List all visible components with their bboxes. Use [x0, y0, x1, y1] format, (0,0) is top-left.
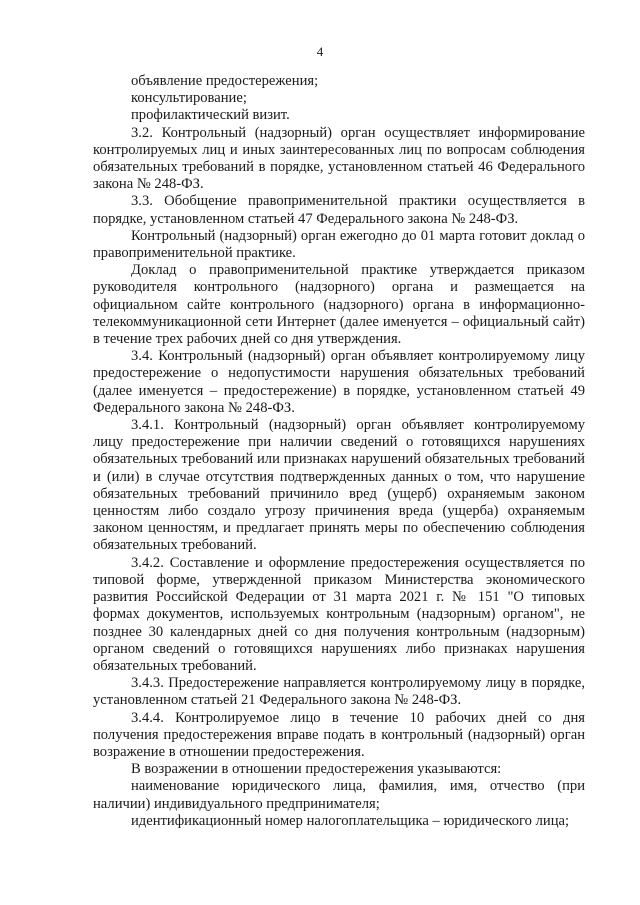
paragraph-annual-report: Контрольный (надзорный) орган ежегодно до 01 марта готовит доклад о правоприменительной практике.: [93, 227, 585, 262]
list-item-warning: объявление предостережения;: [131, 73, 319, 89]
paragraph-objection-contents: В возражении в отношении предостережения указываются:: [131, 761, 502, 778]
document-body: [93, 73, 585, 830]
list-item-consulting: консультирование;: [131, 90, 247, 107]
paragraph-3-4-4: 3.4.4. Контролируемое лицо в течение 10 рабочих дней со дня получения предостережения вправе подать в контрольный (надзорный) орган возражение в отношении предостережения.: [93, 709, 585, 760]
paragraph-3-3: 3.3. Обобщение правоприменительной практики осуществляется в порядке, установленном статьей 47 Федерального закона № 248-ФЗ.: [93, 193, 585, 227]
paragraph-objection-name: наименование юридического лица, фамилия, имя, отчество (при наличии) индивидуального предпринимателя;: [93, 778, 585, 812]
paragraph-3-2: 3.2. Контрольный (надзорный) орган осуществляет информирование контролируемых лиц и иных заинтересованных лиц по вопросам соблюдения обязательных требований в порядке, установленном статьей 46 Федерального закона № 248-ФЗ.: [93, 124, 585, 193]
paragraph-objection-inn: идентификационный номер налогоплательщика – юридического лица;: [131, 812, 570, 829]
paragraph-3-4-2: 3.4.2. Составление и оформление предостережения осуществляется по типовой форме, утвержденной приказом Министерства экономического развития Российской Федерации от 31 марта 2021 г. № 151 "О типовых формах документов, используемых контрольным (надзорным) органом", не позднее 30 календарных дней со дня получения контрольным (надзорным) органом сведений о готовящихся нарушениях либо признаках нарушения обязательных требований.: [93, 554, 585, 674]
paragraph-report-approval: Доклад о правоприменительной практике утверждается приказом руководителя контрольного (надзорного) органа и размещается на официальном сайте контрольного (надзорного) органа в информационно-телекоммуникационной сети Интернет (далее именуется – официальный сайт) в течение трех рабочих дней со дня утверждения.: [93, 262, 585, 348]
paragraph-3-4: 3.4. Контрольный (надзорный) орган объявляет контролируемому лицу предостережение о недопустимости нарушения обязательных требований (далее именуется – предостережение) в порядке, установленном статьей 49 Федерального закона № 248-ФЗ.: [93, 348, 585, 416]
paragraph-3-4-3: 3.4.3. Предостережение направляется контролируемому лицу в порядке, установленном статьей 21 Федерального закона № 248-ФЗ.: [93, 675, 585, 709]
list-item-preventive-visit: профилактический визит.: [131, 107, 290, 124]
page-number: 4: [316, 44, 324, 59]
paragraph-3-4-1: 3.4.1. Контрольный (надзорный) орган объявляет контролируемому лицу предостережение при наличии сведений о готовящихся нарушениях обязательных требований или признаках нарушений обязательных требований и (или) в случае отсутствия подтвержденных данных о том, что нарушение обязательных требований причинило вред (ущерб) охраняемым законом ценностям либо создало угрозу причинения вреда (ущерба) охраняемым законом ценностям, и предлагает принять меры по обеспечению соблюдения обязательных требований.: [93, 417, 585, 554]
